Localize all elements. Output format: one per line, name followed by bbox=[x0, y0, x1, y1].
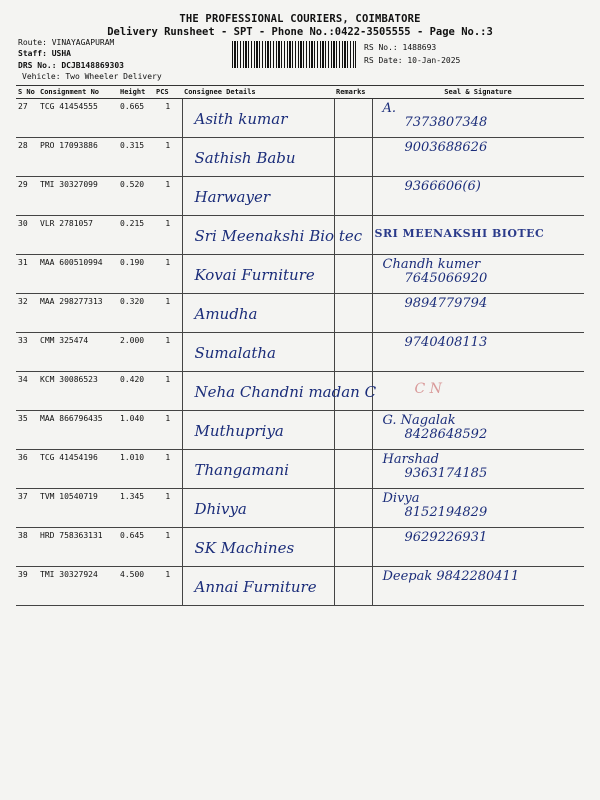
signature-name: A. bbox=[382, 101, 397, 116]
table-row bbox=[16, 177, 584, 216]
staff-label: Staff: USHA bbox=[18, 49, 71, 58]
serial-number: 36 bbox=[16, 450, 38, 489]
signature-handwriting bbox=[375, 570, 583, 584]
signature-handwriting bbox=[375, 297, 583, 311]
seal-signature-cell bbox=[372, 528, 584, 567]
consignee-handwriting: Annai Furniture bbox=[194, 578, 317, 596]
pieces-count: 1 bbox=[154, 138, 182, 177]
weight-value: 1.010 bbox=[118, 450, 154, 489]
drs-label: DRS No.: DCJB148869303 bbox=[18, 61, 124, 70]
serial-number: 28 bbox=[16, 138, 38, 177]
signature-phone: 9629226931 bbox=[404, 530, 488, 545]
signature-phone: 8152194829 bbox=[404, 505, 488, 520]
seal-signature-cell bbox=[372, 216, 584, 255]
vehicle-label: Vehicle: Two Wheeler Delivery bbox=[22, 72, 162, 81]
seal-signature-cell bbox=[372, 450, 584, 489]
consignee-cell bbox=[182, 216, 363, 255]
serial-number: 27 bbox=[16, 99, 38, 138]
signature-handwriting bbox=[375, 492, 583, 520]
consignee-handwriting: Sathish Babu bbox=[194, 149, 296, 167]
signature-phone: 7645066920 bbox=[404, 271, 488, 286]
remarks-cell bbox=[334, 411, 372, 450]
seal-signature-cell bbox=[372, 567, 584, 606]
seal-signature-cell bbox=[372, 372, 584, 411]
serial-number: 38 bbox=[16, 528, 38, 567]
signature-phone: 7373807348 bbox=[404, 115, 488, 130]
signature-name: Chandh kumer bbox=[382, 257, 481, 272]
consignee-handwriting: SK Machines bbox=[194, 539, 295, 557]
signature-phone: 9894779794 bbox=[404, 296, 488, 311]
consignee-cell bbox=[182, 528, 334, 567]
table-row bbox=[16, 138, 584, 177]
consignee-cell bbox=[182, 255, 334, 294]
weight-value: 0.215 bbox=[118, 216, 154, 255]
company-stamp: SRI MEENAKSHI BIOTEC bbox=[374, 227, 545, 240]
serial-number: 33 bbox=[16, 333, 38, 372]
table-row bbox=[16, 567, 584, 606]
seal-signature-cell bbox=[372, 99, 584, 138]
pieces-count: 1 bbox=[154, 528, 182, 567]
consignee-cell bbox=[182, 450, 334, 489]
signature-phone: 9366606(6) bbox=[404, 179, 481, 194]
weight-value: 2.000 bbox=[118, 333, 154, 372]
consignee-cell bbox=[182, 333, 334, 372]
consignment-number: MAA 866796435 bbox=[38, 411, 118, 450]
serial-number: 37 bbox=[16, 489, 38, 528]
pieces-count: 1 bbox=[154, 567, 182, 606]
signature-handwriting bbox=[375, 258, 583, 286]
consignee-handwriting: Asith kumar bbox=[194, 110, 288, 128]
rs-date: RS Date: 10-Jan-2025 bbox=[364, 56, 461, 65]
consignee-handwriting: Dhivya bbox=[194, 500, 247, 518]
signature-phone: 9003688626 bbox=[404, 140, 488, 155]
serial-number: 32 bbox=[16, 294, 38, 333]
signature-phone: 9740408113 bbox=[404, 335, 488, 350]
pieces-count: 1 bbox=[154, 333, 182, 372]
signature-handwriting bbox=[375, 531, 583, 545]
signature-handwriting bbox=[375, 102, 583, 130]
pieces-count: 1 bbox=[154, 450, 182, 489]
pieces-count: 1 bbox=[154, 255, 182, 294]
consignee-handwriting: Sumalatha bbox=[194, 344, 276, 362]
table-row bbox=[16, 255, 584, 294]
col-sno: S No bbox=[16, 86, 38, 99]
consignment-number: TMI 30327924 bbox=[38, 567, 118, 606]
pieces-count: 1 bbox=[154, 177, 182, 216]
consignee-cell bbox=[182, 177, 334, 216]
signature-name: Divya bbox=[382, 491, 420, 506]
col-seal: Seal & Signature bbox=[372, 86, 584, 99]
signature-name: Harshad bbox=[382, 452, 439, 467]
faint-mark: C N bbox=[414, 381, 442, 397]
consignee-handwriting: Neha Chandni madan C bbox=[194, 383, 377, 401]
consignment-number: CMM 325474 bbox=[38, 333, 118, 372]
weight-value: 1.345 bbox=[118, 489, 154, 528]
weight-value: 0.190 bbox=[118, 255, 154, 294]
col-consignee: Consignee Details bbox=[182, 86, 334, 99]
consignee-handwriting: Amudha bbox=[194, 305, 258, 323]
seal-signature-cell bbox=[372, 177, 584, 216]
serial-number: 29 bbox=[16, 177, 38, 216]
serial-number: 30 bbox=[16, 216, 38, 255]
pieces-count: 1 bbox=[154, 216, 182, 255]
pieces-count: 1 bbox=[154, 294, 182, 333]
seal-signature-cell bbox=[372, 489, 584, 528]
consignee-handwriting: Kovai Furniture bbox=[194, 266, 315, 284]
seal-signature-cell bbox=[372, 411, 584, 450]
col-weight: Height bbox=[118, 86, 154, 99]
consignee-cell bbox=[182, 294, 334, 333]
serial-number: 35 bbox=[16, 411, 38, 450]
consignee-cell bbox=[182, 489, 334, 528]
consignment-number: TMI 30327099 bbox=[38, 177, 118, 216]
pieces-count: 1 bbox=[154, 372, 182, 411]
serial-number: 34 bbox=[16, 372, 38, 411]
signature-name: G. Nagalak bbox=[382, 413, 456, 428]
consignee-handwriting: Sri Meenakshi Bio tec bbox=[194, 227, 363, 245]
weight-value: 0.420 bbox=[118, 372, 154, 411]
signature-handwriting bbox=[375, 453, 583, 481]
remarks-cell bbox=[334, 255, 372, 294]
table-row bbox=[16, 528, 584, 567]
consignment-number: MAA 600510994 bbox=[38, 255, 118, 294]
signature-handwriting bbox=[375, 336, 583, 350]
remarks-cell bbox=[334, 294, 372, 333]
table-header-row bbox=[16, 86, 584, 99]
table-row bbox=[16, 99, 584, 138]
weight-value: 4.500 bbox=[118, 567, 154, 606]
consignee-cell bbox=[182, 567, 334, 606]
remarks-cell bbox=[334, 177, 372, 216]
seal-signature-cell bbox=[372, 333, 584, 372]
serial-number: 39 bbox=[16, 567, 38, 606]
consignee-handwriting: Thangamani bbox=[194, 461, 289, 479]
consignee-cell bbox=[182, 372, 377, 411]
consignment-number: TCG 41454555 bbox=[38, 99, 118, 138]
table-row bbox=[16, 333, 584, 372]
consignee-cell bbox=[182, 411, 334, 450]
route-label: Route: VINAYAGAPURAM bbox=[18, 38, 115, 47]
signature-handwriting bbox=[375, 414, 583, 442]
remarks-cell bbox=[334, 138, 372, 177]
consignee-handwriting: Muthupriya bbox=[194, 422, 284, 440]
weight-value: 0.645 bbox=[118, 528, 154, 567]
company-title: THE PROFESSIONAL COURIERS, COIMBATORE bbox=[179, 13, 421, 25]
col-pcs: PCS bbox=[154, 86, 182, 99]
remarks-cell bbox=[334, 333, 372, 372]
runsheet-table bbox=[16, 85, 584, 606]
weight-value: 0.520 bbox=[118, 177, 154, 216]
consignee-cell bbox=[182, 99, 334, 138]
barcode-image bbox=[232, 41, 356, 68]
runsheet-subtitle: Delivery Runsheet - SPT - Phone No.:0422-3505555 - Page No.:3 bbox=[107, 26, 493, 38]
signature-handwriting bbox=[375, 141, 583, 155]
consignee-cell bbox=[182, 138, 334, 177]
table-row bbox=[16, 216, 584, 255]
remarks-cell bbox=[334, 99, 372, 138]
weight-value: 0.315 bbox=[118, 138, 154, 177]
col-remarks: Remarks bbox=[334, 86, 372, 99]
pieces-count: 1 bbox=[154, 489, 182, 528]
weight-value: 0.320 bbox=[118, 294, 154, 333]
pieces-count: 1 bbox=[154, 411, 182, 450]
signature-phone: 9363174185 bbox=[404, 466, 488, 481]
consignment-number: KCM 30086523 bbox=[38, 372, 118, 411]
signature-phone: 8428648592 bbox=[404, 427, 488, 442]
consignment-number: PRO 17093886 bbox=[38, 138, 118, 177]
signature-name: Deepak 9842280411 bbox=[382, 569, 520, 584]
table-row bbox=[16, 489, 584, 528]
table-row bbox=[16, 372, 584, 411]
table-row bbox=[16, 411, 584, 450]
consignment-number: TVM 10540719 bbox=[38, 489, 118, 528]
signature-handwriting bbox=[375, 180, 583, 194]
remarks-cell bbox=[334, 489, 372, 528]
consignment-number: HRD 758363131 bbox=[38, 528, 118, 567]
serial-number: 31 bbox=[16, 255, 38, 294]
seal-signature-cell bbox=[372, 138, 584, 177]
remarks-cell bbox=[334, 567, 372, 606]
consignment-number: TCG 41454196 bbox=[38, 450, 118, 489]
seal-signature-cell bbox=[372, 255, 584, 294]
consignment-number: MAA 298277313 bbox=[38, 294, 118, 333]
consignment-number: VLR 2781057 bbox=[38, 216, 118, 255]
col-consignment: Consignment No bbox=[38, 86, 118, 99]
pieces-count: 1 bbox=[154, 99, 182, 138]
remarks-cell bbox=[334, 450, 372, 489]
weight-value: 0.665 bbox=[118, 99, 154, 138]
consignee-handwriting: Harwayer bbox=[194, 188, 270, 206]
weight-value: 1.040 bbox=[118, 411, 154, 450]
table-row bbox=[16, 450, 584, 489]
remarks-cell bbox=[334, 528, 372, 567]
seal-signature-cell bbox=[372, 294, 584, 333]
table-row bbox=[16, 294, 584, 333]
rs-number: RS No.: 1488693 bbox=[364, 43, 437, 52]
